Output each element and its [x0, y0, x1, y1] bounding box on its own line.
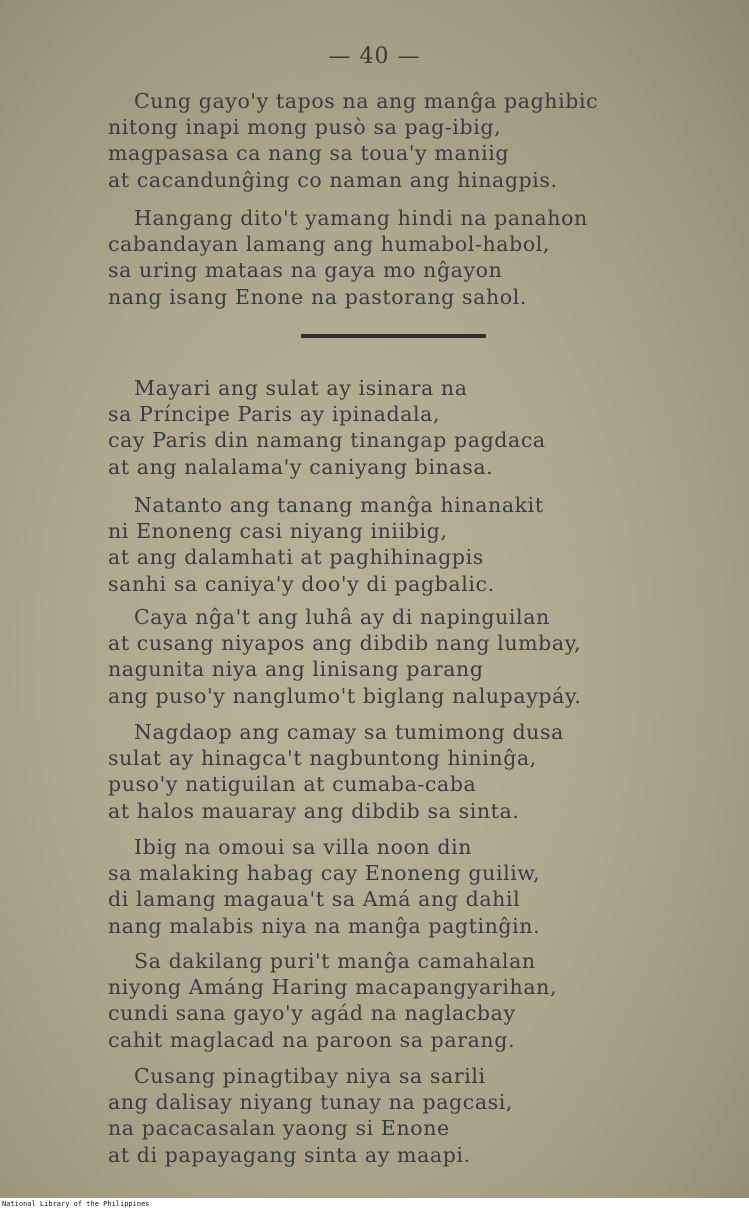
verse-line: sulat ay hinagca't nagbuntong hininĝa,	[108, 746, 537, 771]
verse-line: ang puso'y nanglumo't biglang nalupaypáy.	[108, 683, 582, 708]
verse-line: nitong inapi mong pusò sa pag-ibig,	[108, 115, 502, 140]
verse-line: nagunita niya ang linisang parang	[108, 657, 484, 682]
verse-line: Nagdaop ang camay sa tumimong dusa	[134, 720, 564, 744]
verse-line: cahit maglacad na paroon sa parang.	[108, 1027, 516, 1052]
verse-line: Cusang pinagtibay niya sa sarili	[134, 1064, 486, 1088]
verse-line: puso'y natiguilan at cumaba-caba	[108, 772, 477, 797]
verse-line: at ang dalamhati at paghihinagpis	[108, 545, 484, 570]
stanza-1	[108, 88, 598, 193]
verse-line: sa uring mataas na gaya mo nĝayon	[108, 258, 503, 283]
verse-line: sa malaking habag cay Enoneng guiliw,	[108, 861, 541, 886]
verse-line: Cung gayo'y tapos na ang manĝa paghibic	[134, 89, 599, 113]
stanza-7	[108, 834, 540, 939]
stanza-2	[108, 205, 588, 310]
verse-line: nang isang Enone na pastorang sahol.	[108, 284, 527, 309]
stanza-9	[108, 1063, 513, 1168]
verse-line: Mayari ang sulat ay isinara na	[134, 376, 468, 400]
verse-line: sa Príncipe Paris ay ipinadala,	[108, 402, 441, 427]
stanza-3	[108, 375, 546, 480]
verse-line: Caya nĝa't ang luhâ ay di napinguilan	[134, 605, 550, 629]
verse-line: at di papayagang sinta ay maapi.	[108, 1142, 471, 1167]
verse-line: di lamang magaua't sa Amá ang dahil	[108, 887, 521, 912]
verse-line: na pacacasalan yaong si Enone	[108, 1116, 450, 1141]
verse-line: sanhi sa caniya'y doo'y di pagbalic.	[108, 571, 495, 596]
verse-line: Hangang dito't yamang hindi na panahon	[134, 206, 588, 230]
verse-line: Ibig na omoui sa villa noon din	[134, 835, 473, 859]
stanza-4	[108, 492, 544, 597]
verse-line: nang malabis niya na manĝa pagtinĝin.	[108, 913, 541, 938]
verse-line: ang dalisay niyang tunay na pagcasi,	[108, 1090, 514, 1115]
stanza-8	[108, 948, 557, 1053]
verse-line: cundi sana gayo'y agád na naglacbay	[108, 1001, 516, 1026]
library-credit: National Library of the Philippines	[2, 1200, 150, 1208]
verse-line: niyong Amáng Haring macapangyarihan,	[108, 975, 558, 1000]
page-number: — 40 —	[328, 44, 421, 69]
verse-line: at cacandunĝing co naman ang hinagpis.	[108, 167, 558, 192]
verse-line: at ang nalalama'y caniyang binasa.	[108, 454, 494, 479]
verse-line: cay Paris din namang tinangap pagdaca	[108, 428, 546, 453]
stanza-6	[108, 719, 564, 824]
verse-line: at halos mauaray ang dibdib sa sinta.	[108, 798, 520, 823]
verse-line: at cusang niyapos ang dibdib nang lumbay,	[108, 631, 582, 656]
section-divider	[301, 334, 486, 338]
verse-line: cabandayan lamang ang humabol-habol,	[108, 232, 551, 257]
verse-line: Natanto ang tanang manĝa hinanakit	[134, 493, 544, 517]
stanza-5	[108, 604, 582, 709]
verse-line: Sa dakilang puri't manĝa camahalan	[134, 949, 536, 973]
verse-line: ni Enoneng casi niyang iniibig,	[108, 519, 448, 544]
verse-line: magpasasa ca nang sa toua'y maniig	[108, 141, 510, 166]
